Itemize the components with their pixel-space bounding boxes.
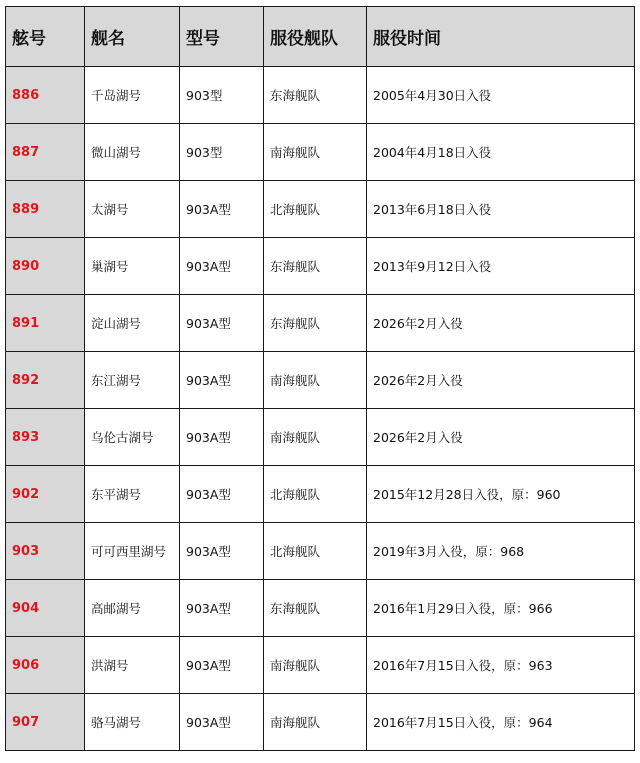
- fleet-cell: 东海舰队: [264, 295, 367, 352]
- table-row: [6, 409, 635, 466]
- service-date-cell: 2016年1月29日入役，原：966: [367, 580, 635, 637]
- hull-number-cell: 892: [6, 352, 85, 409]
- type-cell: 903A型: [180, 580, 264, 637]
- ship-name-cell: 骆马湖号: [85, 694, 180, 751]
- service-date-cell: 2005年4月30日入役: [367, 67, 635, 124]
- ship-table: [5, 6, 635, 751]
- service-date-cell: 2026年2月入役: [367, 352, 635, 409]
- fleet-cell: 北海舰队: [264, 523, 367, 580]
- table-row: [6, 352, 635, 409]
- type-cell: 903A型: [180, 352, 264, 409]
- fleet-cell: 北海舰队: [264, 466, 367, 523]
- type-cell: 903型: [180, 67, 264, 124]
- ship-name-cell: 巢湖号: [85, 238, 180, 295]
- hull-number-cell: 902: [6, 466, 85, 523]
- fleet-cell: 南海舰队: [264, 637, 367, 694]
- type-cell: 903A型: [180, 181, 264, 238]
- type-cell: 903A型: [180, 466, 264, 523]
- service-date-cell: 2016年7月15日入役，原：964: [367, 694, 635, 751]
- ship-name-cell: 可可西里湖号: [85, 523, 180, 580]
- table-row: [6, 124, 635, 181]
- table-row: [6, 295, 635, 352]
- service-date-cell: 2019年3月入役，原：968: [367, 523, 635, 580]
- hull-number-cell: 904: [6, 580, 85, 637]
- header-service-date: 服役时间: [367, 7, 635, 67]
- type-cell: 903A型: [180, 295, 264, 352]
- table-row: [6, 238, 635, 295]
- hull-number-cell: 891: [6, 295, 85, 352]
- fleet-cell: 东海舰队: [264, 238, 367, 295]
- type-cell: 903A型: [180, 637, 264, 694]
- table-row: [6, 637, 635, 694]
- hull-number-cell: 889: [6, 181, 85, 238]
- fleet-cell: 东海舰队: [264, 67, 367, 124]
- table-row: [6, 466, 635, 523]
- hull-number-cell: 886: [6, 67, 85, 124]
- service-date-cell: 2013年9月12日入役: [367, 238, 635, 295]
- type-cell: 903A型: [180, 238, 264, 295]
- ship-name-cell: 高邮湖号: [85, 580, 180, 637]
- fleet-cell: 南海舰队: [264, 694, 367, 751]
- fleet-cell: 南海舰队: [264, 352, 367, 409]
- service-date-cell: 2015年12月28日入役，原：960: [367, 466, 635, 523]
- fleet-cell: 南海舰队: [264, 124, 367, 181]
- fleet-cell: 东海舰队: [264, 580, 367, 637]
- fleet-cell: 南海舰队: [264, 409, 367, 466]
- hull-number-cell: 907: [6, 694, 85, 751]
- table-row: [6, 67, 635, 124]
- table-row: [6, 523, 635, 580]
- hull-number-cell: 890: [6, 238, 85, 295]
- ship-name-cell: 乌伦古湖号: [85, 409, 180, 466]
- service-date-cell: 2016年7月15日入役，原：963: [367, 637, 635, 694]
- ship-name-cell: 千岛湖号: [85, 67, 180, 124]
- service-date-cell: 2013年6月18日入役: [367, 181, 635, 238]
- hull-number-cell: 887: [6, 124, 85, 181]
- hull-number-cell: 893: [6, 409, 85, 466]
- ship-name-cell: 淀山湖号: [85, 295, 180, 352]
- ship-name-cell: 洪湖号: [85, 637, 180, 694]
- header-row: [6, 7, 635, 67]
- type-cell: 903A型: [180, 694, 264, 751]
- header-type: 型号: [180, 7, 264, 67]
- header-fleet: 服役舰队: [264, 7, 367, 67]
- ship-name-cell: 东平湖号: [85, 466, 180, 523]
- table-row: [6, 694, 635, 751]
- ship-name-cell: 东江湖号: [85, 352, 180, 409]
- fleet-cell: 北海舰队: [264, 181, 367, 238]
- type-cell: 903型: [180, 124, 264, 181]
- ship-name-cell: 微山湖号: [85, 124, 180, 181]
- service-date-cell: 2026年2月入役: [367, 409, 635, 466]
- service-date-cell: 2004年4月18日入役: [367, 124, 635, 181]
- table-row: [6, 580, 635, 637]
- ship-name-cell: 太湖号: [85, 181, 180, 238]
- service-date-cell: 2026年2月入役: [367, 295, 635, 352]
- hull-number-cell: 906: [6, 637, 85, 694]
- header-hull-number: 舷号: [6, 7, 85, 67]
- type-cell: 903A型: [180, 409, 264, 466]
- type-cell: 903A型: [180, 523, 264, 580]
- header-ship-name: 舰名: [85, 7, 180, 67]
- hull-number-cell: 903: [6, 523, 85, 580]
- table-row: [6, 181, 635, 238]
